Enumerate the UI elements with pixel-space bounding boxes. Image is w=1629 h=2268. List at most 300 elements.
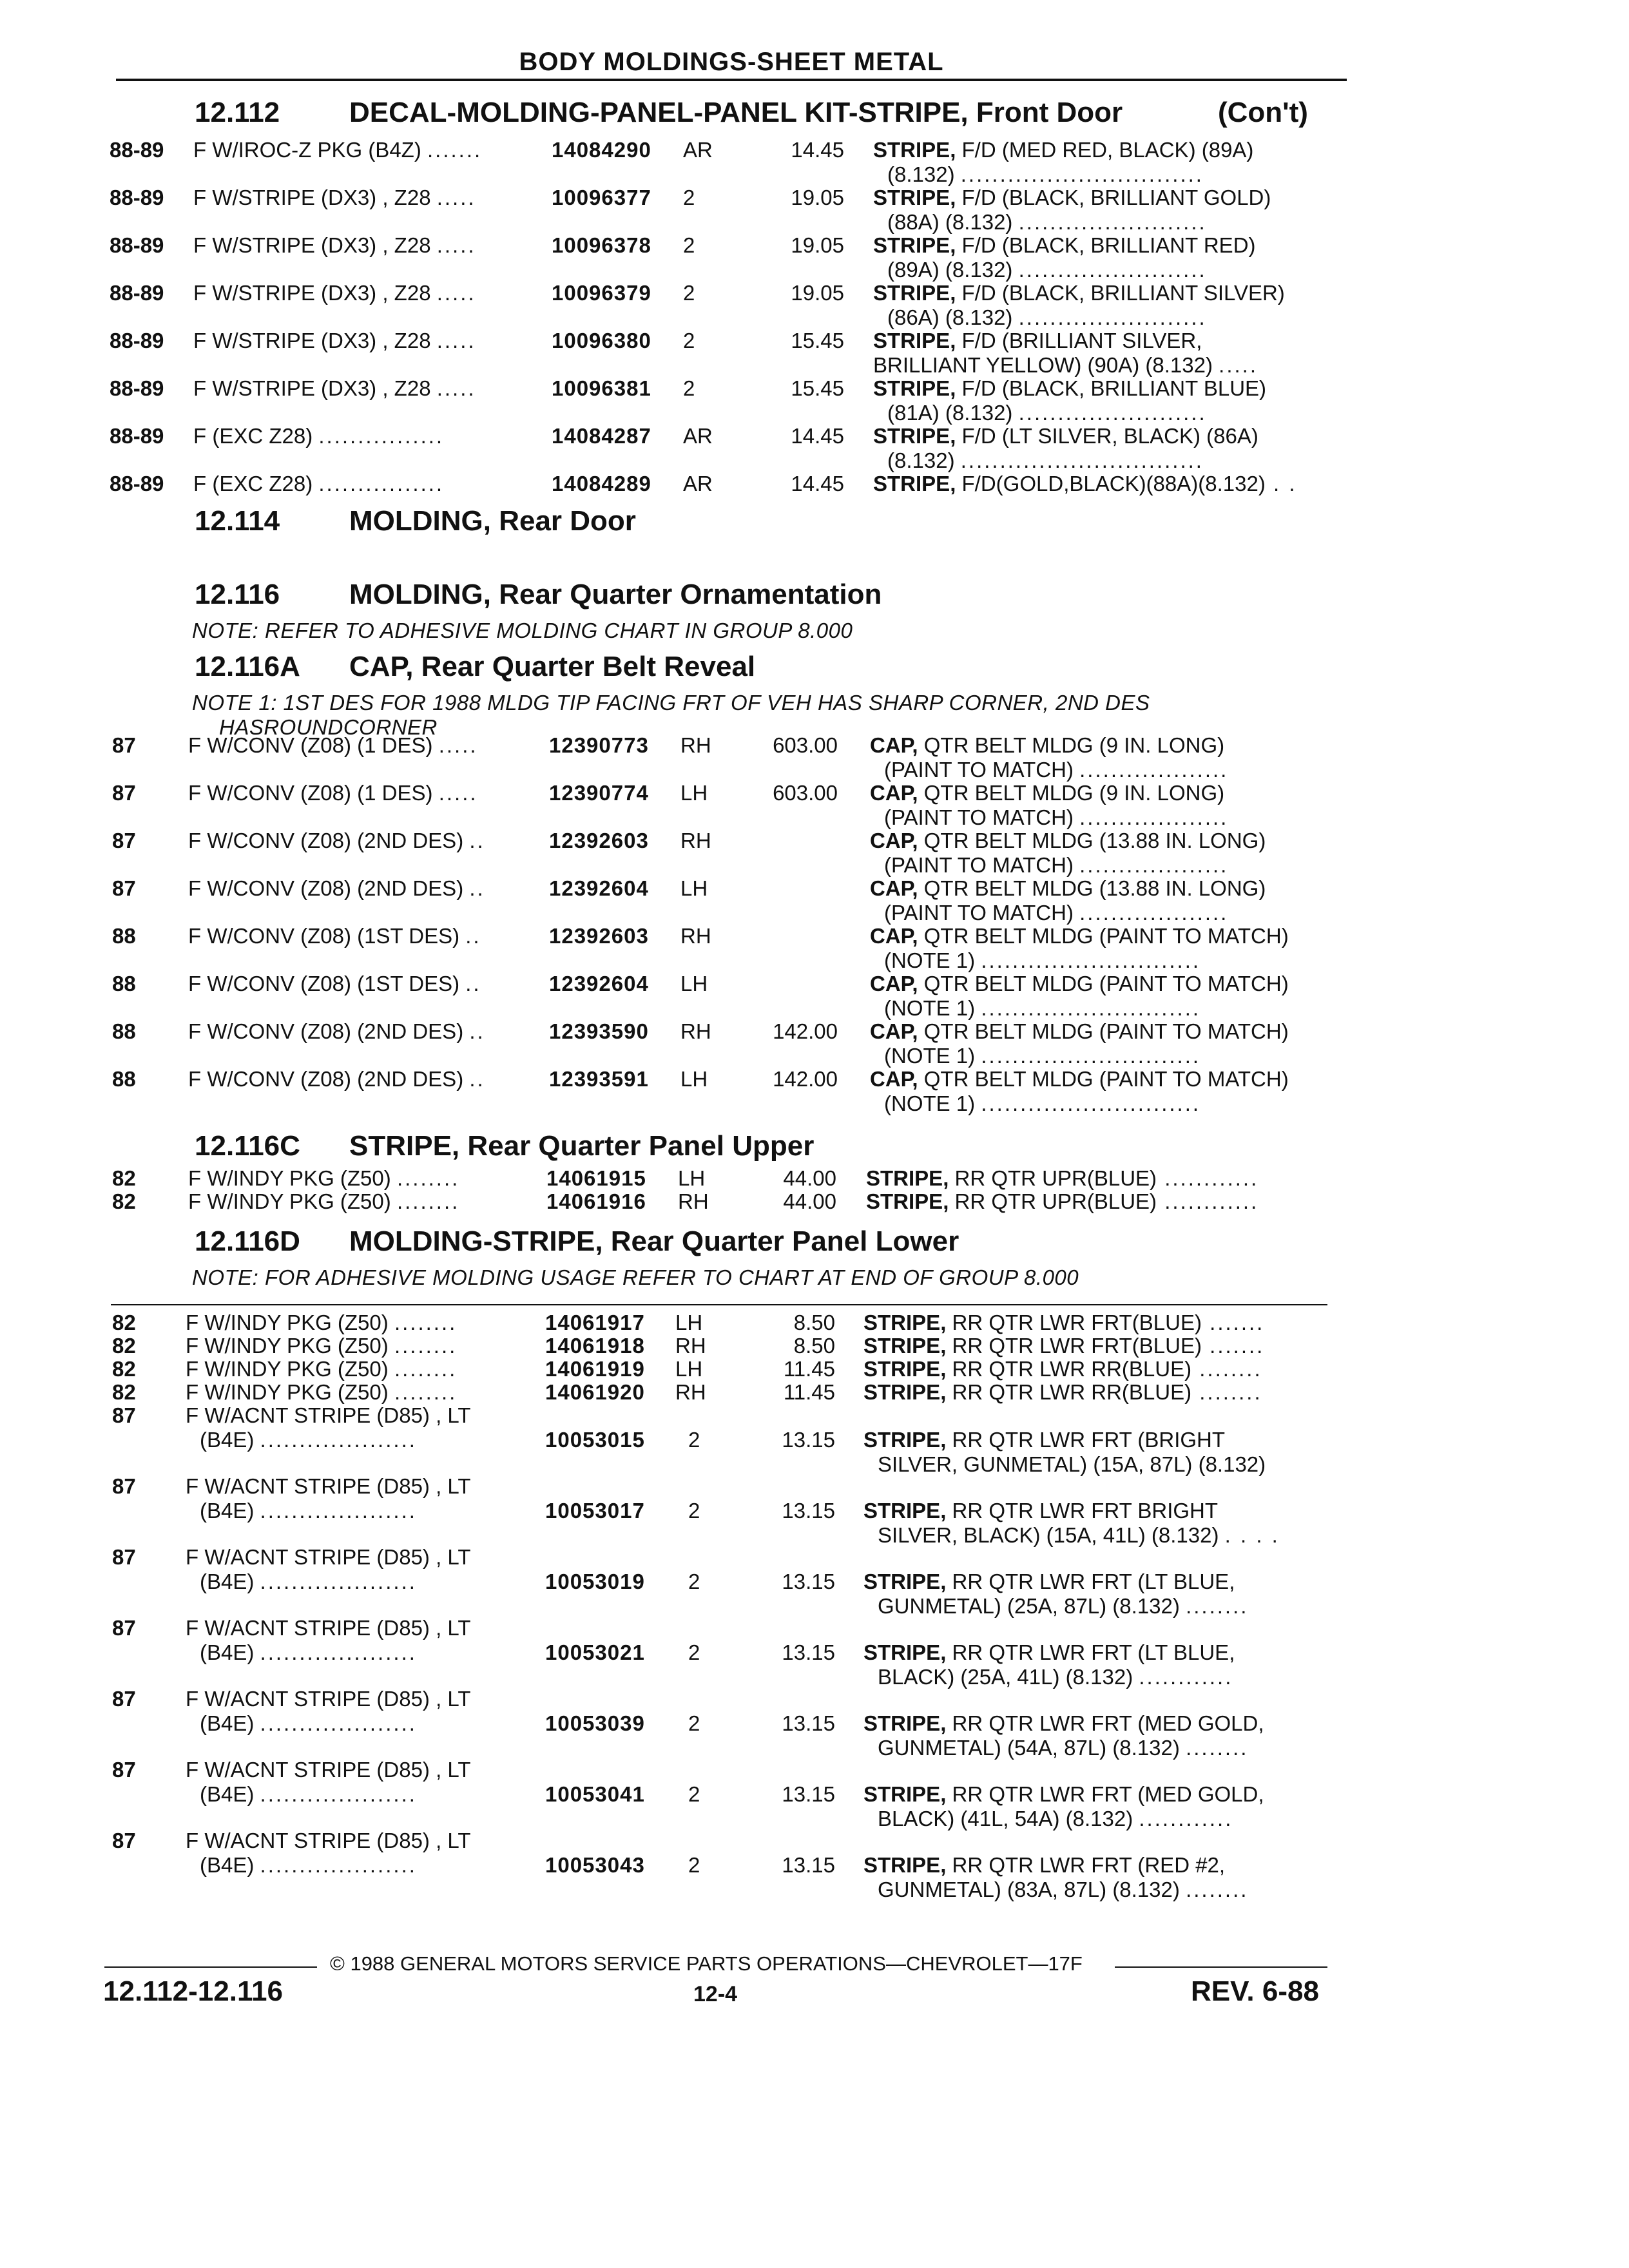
part-number: 12392603	[549, 829, 649, 852]
table-row	[0, 1403, 1629, 1476]
leader-dots: ........	[394, 1380, 458, 1404]
description	[870, 781, 1224, 805]
quantity: 2	[683, 233, 695, 257]
quantity: AR	[683, 472, 713, 495]
description	[870, 924, 1289, 948]
part-number: 14084287	[552, 424, 651, 448]
description-text: F/D (BLACK, BRILLIANT GOLD)	[956, 186, 1271, 209]
list-price: 14.45	[791, 472, 844, 495]
quantity: RH	[680, 829, 711, 852]
description-text: BRILLIANT YELLOW) (90A) (8.132)	[873, 353, 1213, 377]
description-text: (89A) (8.132)	[887, 258, 1013, 282]
model-year: 82	[112, 1357, 136, 1381]
list-price: 44.00	[783, 1166, 836, 1190]
application-text: F W/CONV (Z08) (1 DES)	[188, 781, 433, 805]
list-price: 11.45	[783, 1357, 835, 1381]
description-text: (PAINT TO MATCH)	[884, 758, 1074, 782]
application-text: F W/ACNT STRIPE (D85) , LT	[186, 1687, 471, 1711]
description	[863, 1428, 1225, 1452]
description-text: F/D (BLACK, BRILLIANT SILVER)	[956, 281, 1285, 305]
model-year: 87	[112, 1474, 136, 1498]
quantity: RH	[678, 1189, 709, 1213]
part-number: 14061919	[545, 1357, 645, 1381]
section-number: 12.116	[195, 579, 280, 610]
application-text: F W/INDY PKG (Z50)	[188, 1189, 391, 1213]
leader-dots: ........	[1186, 1736, 1249, 1760]
part-number: 14061920	[545, 1380, 645, 1404]
leader-dots: ........	[1186, 1594, 1249, 1618]
model-year: 87	[112, 1403, 136, 1427]
part-number: 14061916	[546, 1189, 646, 1213]
application	[186, 1474, 471, 1499]
table-row	[0, 233, 1629, 285]
description	[870, 1067, 1289, 1091]
description-text: RR QTR UPR(BLUE)	[949, 1166, 1157, 1190]
model-year: 88-89	[110, 472, 164, 495]
description-keyword: STRIPE,	[873, 424, 956, 448]
description	[873, 424, 1258, 448]
leader-dots: ............................	[981, 948, 1201, 972]
leader-dots: ....................	[260, 1782, 417, 1806]
description-text: RR QTR LWR RR(BLUE)	[946, 1380, 1192, 1404]
description-text: RR QTR LWR FRT BRIGHT	[946, 1499, 1219, 1523]
description-continued	[887, 401, 1207, 425]
description-keyword: CAP,	[870, 972, 918, 995]
description-continued	[878, 1736, 1248, 1760]
model-year: 88-89	[110, 281, 164, 305]
description-text: RR QTR LWR FRT (MED GOLD,	[946, 1711, 1264, 1735]
quantity: LH	[680, 1067, 708, 1091]
description-text: GUNMETAL) (83A, 87L) (8.132)	[878, 1878, 1180, 1901]
model-year: 87	[112, 1829, 136, 1852]
application	[186, 1829, 471, 1853]
part-number: 12393590	[549, 1019, 649, 1043]
description	[863, 1380, 1262, 1405]
application-text: F W/INDY PKG (Z50)	[186, 1311, 389, 1334]
application-text: F W/STRIPE (DX3) , Z28	[193, 329, 431, 352]
leader-dots: ........................	[1018, 210, 1207, 234]
description-text: QTR BELT MLDG (PAINT TO MATCH)	[918, 972, 1289, 995]
leader-dots: .....	[1219, 353, 1258, 377]
leader-dots: . . . .	[1224, 1523, 1280, 1547]
description	[863, 1311, 1264, 1335]
leader-dots: .....	[436, 233, 476, 257]
leader-dots: ...................	[1079, 901, 1229, 925]
quantity: LH	[680, 876, 708, 900]
part-number: 10053017	[545, 1499, 645, 1523]
leader-dots: ....................	[260, 1853, 417, 1877]
part-number: 12390774	[549, 781, 649, 805]
model-year: 88-89	[110, 233, 164, 257]
application-text: (B4E)	[200, 1782, 255, 1806]
description	[863, 1334, 1264, 1358]
description	[870, 876, 1266, 901]
description-text: QTR BELT MLDG (PAINT TO MATCH)	[918, 924, 1289, 948]
description	[873, 329, 1202, 353]
quantity: LH	[680, 781, 708, 805]
page-number: 12-4	[693, 1982, 738, 2006]
application-continued	[200, 1570, 417, 1594]
description-keyword: CAP,	[870, 924, 918, 948]
description-text: RR QTR LWR FRT (BRIGHT	[946, 1428, 1226, 1452]
application	[193, 138, 482, 162]
leader-dots: ...............................	[960, 162, 1204, 186]
description-keyword: STRIPE,	[866, 1166, 949, 1190]
application-text: F W/ACNT STRIPE (D85) , LT	[186, 1829, 471, 1852]
description-keyword: STRIPE,	[863, 1334, 947, 1358]
application-text: (B4E)	[200, 1570, 255, 1593]
description-keyword: STRIPE,	[863, 1499, 947, 1523]
description-continued	[884, 948, 1200, 973]
part-number: 10053015	[545, 1428, 645, 1452]
header-rule	[116, 79, 1347, 81]
part-number: 10053041	[545, 1782, 645, 1806]
list-price: 15.45	[791, 329, 844, 352]
description-text: QTR BELT MLDG (PAINT TO MATCH)	[918, 1067, 1289, 1091]
section-title: CAP, Rear Quarter Belt Reveal	[349, 651, 756, 682]
description-text: (PAINT TO MATCH)	[884, 805, 1074, 829]
application-text: F W/CONV (Z08) (2ND DES)	[188, 1067, 464, 1091]
leader-dots: ...................	[1079, 853, 1229, 877]
leader-dots: ........................	[1018, 258, 1207, 282]
description-text: F/D (BRILLIANT SILVER,	[956, 329, 1202, 352]
quantity: AR	[683, 138, 713, 162]
application	[188, 1166, 459, 1191]
application-text: F W/STRIPE (DX3) , Z28	[193, 186, 431, 209]
description-text: F/D (BLACK, BRILLIANT BLUE)	[956, 376, 1267, 400]
part-number: 10053021	[545, 1640, 645, 1664]
description-text: RR QTR LWR FRT(BLUE)	[946, 1334, 1202, 1358]
leader-dots: ................	[318, 472, 445, 495]
description-text: RR QTR LWR FRT (LT BLUE,	[946, 1570, 1235, 1593]
description	[873, 233, 1256, 258]
application-text: F W/STRIPE (DX3) , Z28	[193, 281, 431, 305]
description-text: (NOTE 1)	[884, 948, 976, 972]
leader-dots: . .	[1265, 472, 1297, 495]
description-text: F/D(GOLD,BLACK)(88A)(8.132)	[956, 472, 1266, 495]
description	[863, 1711, 1264, 1736]
list-price: 11.45	[783, 1380, 835, 1404]
leader-dots: ........	[396, 1189, 460, 1213]
list-price: 14.45	[791, 424, 844, 448]
description-text: RR QTR LWR FRT (RED #2,	[946, 1853, 1226, 1877]
section-title: STRIPE, Rear Quarter Panel Upper	[349, 1130, 815, 1162]
description-keyword: CAP,	[870, 733, 918, 757]
description-keyword: STRIPE,	[863, 1711, 947, 1735]
section-number: 12.116A	[195, 651, 300, 682]
model-year: 87	[112, 781, 136, 805]
quantity: LH	[680, 972, 708, 995]
list-price: 8.50	[793, 1311, 835, 1334]
description-continued	[887, 210, 1207, 235]
section-heading-12-116	[195, 579, 882, 611]
section-note: NOTE 1: 1ST DES FOR 1988 MLDG TIP FACING FRT OF VEH HAS SHARP CORNER, 2ND DES	[192, 691, 1150, 715]
description-text: RR QTR UPR(BLUE)	[949, 1189, 1157, 1213]
list-price: 13.15	[782, 1782, 835, 1806]
leader-dots: ..	[469, 1067, 485, 1091]
table-row	[0, 424, 1629, 476]
quantity: RH	[680, 1019, 711, 1043]
section-heading-12-116c	[195, 1130, 814, 1162]
table-row	[0, 924, 1629, 975]
description-text: GUNMETAL) (54A, 87L) (8.132)	[878, 1736, 1180, 1760]
quantity: RH	[675, 1334, 706, 1358]
application	[193, 376, 476, 401]
leader-dots: ........	[394, 1357, 458, 1381]
application-text: F W/CONV (Z08) (1 DES)	[188, 733, 433, 757]
application-text: F W/ACNT STRIPE (D85) , LT	[186, 1616, 471, 1640]
application-text: F W/ACNT STRIPE (D85) , LT	[186, 1474, 471, 1498]
leader-dots: .......	[427, 138, 483, 162]
application	[186, 1758, 471, 1782]
leader-dots: ........................	[1018, 401, 1207, 425]
description-continued	[887, 162, 1204, 187]
description-keyword: STRIPE,	[873, 376, 956, 400]
leader-dots: .....	[436, 376, 476, 400]
description-keyword: STRIPE,	[873, 233, 956, 257]
table-row	[0, 733, 1629, 785]
table-row	[0, 1687, 1629, 1760]
description-keyword: CAP,	[870, 781, 918, 805]
table-row	[0, 1616, 1629, 1689]
part-number: 10053019	[545, 1570, 645, 1593]
leader-dots: ........	[394, 1334, 458, 1358]
section-title: MOLDING, Rear Door	[349, 505, 636, 537]
leader-dots: ..	[465, 972, 481, 995]
quantity: 2	[688, 1782, 700, 1806]
quantity: 2	[683, 329, 695, 352]
description-keyword: STRIPE,	[863, 1640, 947, 1664]
application-text: F (EXC Z28)	[193, 424, 313, 448]
footer-rule-right	[1115, 1966, 1327, 1968]
quantity: 2	[688, 1570, 700, 1593]
description	[863, 1782, 1264, 1807]
model-year: 87	[112, 1545, 136, 1569]
description-keyword: STRIPE,	[863, 1380, 947, 1404]
description-continued	[884, 996, 1200, 1021]
quantity: LH	[675, 1311, 703, 1334]
leader-dots: ........	[394, 1311, 458, 1334]
model-year: 82	[112, 1380, 136, 1404]
description	[863, 1499, 1218, 1523]
model-year: 87	[112, 1687, 136, 1711]
application	[186, 1403, 471, 1428]
application	[193, 186, 476, 210]
part-number: 14061918	[545, 1334, 645, 1358]
description-keyword: STRIPE,	[863, 1311, 947, 1334]
model-year: 82	[112, 1311, 136, 1334]
application-continued	[200, 1428, 417, 1452]
model-year: 88-89	[110, 376, 164, 400]
description-continued	[887, 305, 1207, 330]
table-row	[0, 1545, 1629, 1618]
list-price: 19.05	[791, 186, 844, 209]
table-row	[0, 1829, 1629, 1901]
running-head: BODY MOLDINGS-SHEET METAL	[519, 48, 944, 76]
table-row	[0, 138, 1629, 189]
model-year: 87	[112, 876, 136, 900]
description	[863, 1357, 1262, 1381]
description-keyword: STRIPE,	[863, 1570, 947, 1593]
part-number: 10096380	[552, 329, 651, 352]
leader-dots: ............................	[981, 1044, 1201, 1068]
description-text: F/D (MED RED, BLACK) (89A)	[956, 138, 1254, 162]
part-number: 10096379	[552, 281, 651, 305]
part-number: 10053039	[545, 1711, 645, 1735]
leader-dots: ...............................	[960, 448, 1204, 472]
application-continued	[200, 1782, 417, 1807]
quantity: AR	[683, 424, 713, 448]
application-text: F W/IROC-Z PKG (B4Z)	[193, 138, 421, 162]
description	[873, 281, 1285, 305]
leader-dots: ....................	[260, 1570, 417, 1593]
leader-dots: ............	[1139, 1807, 1233, 1831]
description	[873, 138, 1253, 162]
description-continued	[884, 853, 1228, 878]
description-continued	[884, 901, 1228, 925]
application-continued	[200, 1640, 417, 1665]
description-continued	[884, 805, 1228, 830]
list-price: 13.15	[782, 1499, 835, 1523]
quantity: 2	[688, 1428, 700, 1452]
application	[193, 233, 476, 258]
description	[863, 1570, 1235, 1594]
description-continued	[878, 1452, 1266, 1477]
table-row	[0, 972, 1629, 1023]
description-continued	[887, 448, 1204, 473]
leader-dots: ..	[469, 1019, 485, 1043]
application	[188, 1067, 485, 1091]
leader-dots: .....	[436, 329, 476, 352]
part-number: 12392603	[549, 924, 649, 948]
description-keyword: STRIPE,	[863, 1782, 947, 1806]
list-price: 13.15	[782, 1853, 835, 1877]
quantity: 2	[683, 281, 695, 305]
description-continued	[884, 758, 1228, 782]
section-range: 12.112-12.116	[103, 1975, 283, 2007]
quantity: 2	[683, 376, 695, 400]
description-text: (86A) (8.132)	[887, 305, 1013, 329]
description-text: (NOTE 1)	[884, 996, 976, 1020]
application-text: F W/INDY PKG (Z50)	[186, 1380, 389, 1404]
section-number: 12.114	[195, 505, 280, 537]
application-text: F W/ACNT STRIPE (D85) , LT	[186, 1545, 471, 1569]
application	[188, 876, 485, 901]
leader-dots: ....................	[260, 1640, 417, 1664]
application-text: (B4E)	[200, 1640, 255, 1664]
description-keyword: STRIPE,	[873, 186, 956, 209]
description-keyword: STRIPE,	[873, 329, 956, 352]
description-text: RR QTR LWR FRT(BLUE)	[946, 1311, 1202, 1334]
table-row	[0, 829, 1629, 880]
application-text: F W/CONV (Z08) (1ST DES)	[188, 924, 460, 948]
part-number: 14084290	[552, 138, 651, 162]
part-number: 10096381	[552, 376, 651, 400]
description-text: GUNMETAL) (25A, 87L) (8.132)	[878, 1594, 1180, 1618]
quantity: LH	[678, 1166, 706, 1190]
description-keyword: CAP,	[870, 829, 918, 852]
application	[188, 829, 485, 853]
section-number: 12.112	[195, 97, 280, 128]
model-year: 88	[112, 1067, 136, 1091]
quantity: 2	[683, 186, 695, 209]
description-text: (81A) (8.132)	[887, 401, 1013, 425]
copyright-notice: © 1988 GENERAL MOTORS SERVICE PARTS OPERATIONS—CHEVROLET—17F	[330, 1952, 1083, 1975]
description-keyword: STRIPE,	[863, 1357, 947, 1381]
section-title: DECAL-MOLDING-PANEL-PANEL KIT-STRIPE, Front Door	[349, 97, 1123, 128]
part-number: 12392604	[549, 876, 649, 900]
description-text: RR QTR LWR FRT (MED GOLD,	[946, 1782, 1264, 1806]
list-price: 13.15	[782, 1640, 835, 1664]
part-number: 12392604	[549, 972, 649, 995]
description-text: QTR BELT MLDG (13.88 IN. LONG)	[918, 876, 1266, 900]
list-price: 603.00	[773, 781, 838, 805]
application	[186, 1311, 457, 1335]
leader-dots: ............................	[981, 1091, 1201, 1115]
leader-dots: ........................	[1018, 305, 1207, 329]
description-continued	[878, 1594, 1248, 1619]
description-continued	[873, 353, 1258, 378]
section-number: 12.116D	[195, 1225, 300, 1257]
description-keyword: STRIPE,	[873, 138, 956, 162]
application-text: F W/ACNT STRIPE (D85) , LT	[186, 1758, 471, 1782]
application-text: F W/CONV (Z08) (1ST DES)	[188, 972, 460, 995]
description-text: (NOTE 1)	[884, 1044, 976, 1068]
description-keyword: STRIPE,	[873, 281, 956, 305]
model-year: 88	[112, 924, 136, 948]
description-keyword: CAP,	[870, 1019, 918, 1043]
leader-dots: ..	[469, 876, 485, 900]
leader-dots: ........	[1186, 1878, 1249, 1901]
section-note: NOTE: REFER TO ADHESIVE MOLDING CHART IN GROUP 8.000	[192, 619, 853, 642]
model-year: 88-89	[110, 186, 164, 209]
description-keyword: CAP,	[870, 1067, 918, 1091]
description	[870, 1019, 1289, 1044]
table-row	[0, 1758, 1629, 1831]
quantity: LH	[675, 1357, 703, 1381]
table-row	[0, 876, 1629, 928]
revision-label: REV. 6-88	[1191, 1975, 1319, 2007]
list-price: 142.00	[773, 1019, 838, 1043]
leader-dots: ....................	[260, 1711, 417, 1735]
leader-dots: ........	[396, 1166, 460, 1190]
application-continued	[200, 1853, 417, 1878]
quantity: RH	[675, 1380, 706, 1404]
application	[193, 424, 444, 448]
application	[188, 733, 478, 758]
leader-dots: .....	[436, 281, 476, 305]
description-continued	[884, 1091, 1200, 1116]
section-heading-12-114	[195, 505, 636, 537]
list-price: 142.00	[773, 1067, 838, 1091]
description-text: (88A) (8.132)	[887, 210, 1013, 234]
description-continued	[884, 1044, 1200, 1068]
application	[186, 1334, 457, 1358]
leader-dots: ....................	[260, 1428, 417, 1452]
application	[188, 1019, 485, 1044]
application-text: F (EXC Z28)	[193, 472, 313, 495]
model-year: 88	[112, 972, 136, 995]
application	[188, 972, 481, 996]
application-text: F W/ACNT STRIPE (D85) , LT	[186, 1403, 471, 1427]
application	[186, 1616, 471, 1640]
description-continued	[887, 258, 1207, 282]
table-row	[0, 376, 1629, 428]
list-price: 19.05	[791, 281, 844, 305]
leader-dots: ............	[1157, 1166, 1259, 1190]
table-rule	[111, 1304, 1327, 1305]
part-number: 14084289	[552, 472, 651, 495]
